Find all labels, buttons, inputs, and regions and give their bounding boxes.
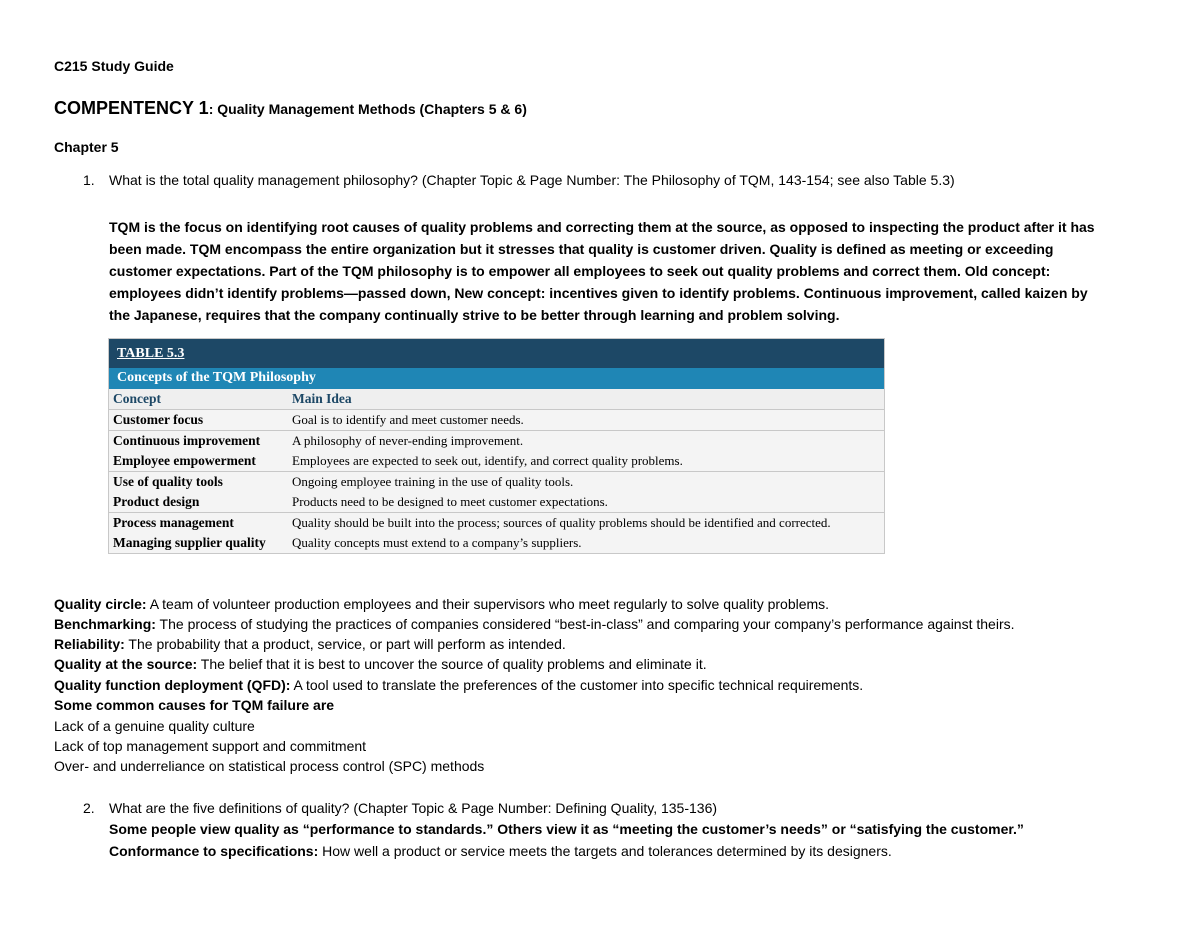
definition-text: A tool used to translate the preferences of the customer into specific technical requirements. [290, 677, 864, 693]
idea-cell: Quality concepts must extend to a company’s suppliers. [292, 535, 582, 550]
definition-term: Reliability: [54, 636, 125, 652]
definition-term: Quality circle: [54, 596, 147, 612]
table-row-group [109, 472, 884, 513]
concept-cell: Employee empowerment [113, 453, 256, 468]
concept-cell: Process management [113, 515, 234, 530]
table-row [109, 513, 884, 533]
definition-term: Quality at the source: [54, 656, 198, 672]
concept-cell: Managing supplier quality [113, 535, 266, 550]
question-1-number: 1. [83, 172, 95, 188]
definition-text: The probability that a product, service, or part will perform as intended. [124, 636, 566, 652]
definition-reliability [54, 634, 566, 654]
table-subtitle-bar [109, 368, 884, 389]
chapter-heading: Chapter 5 [54, 139, 119, 155]
idea-cell: Ongoing employee training in the use of quality tools. [292, 474, 574, 489]
definition-quality-at-source [54, 654, 707, 674]
table-row [109, 492, 884, 512]
competency-subtitle: : Quality Management Methods (Chapters 5 & 6) [208, 101, 527, 117]
table-row-group [109, 431, 884, 472]
question-2-text: What are the five definitions of quality? (Chapter Topic & Page Number: Defining Quality, 135-136) [109, 800, 718, 816]
definition-term: Benchmarking: [54, 616, 156, 632]
table-subtitle: Concepts of the TQM Philosophy [117, 370, 316, 385]
tqm-failure-cause: Lack of top management support and commitment [54, 738, 367, 754]
table-row-group [109, 410, 884, 431]
definition-text: The process of studying the practices of companies considered “best-in-class” and comparing your company’s performance against theirs. [155, 616, 1015, 632]
answer-line: TQM is the focus on identifying root causes of quality problems and correcting them at the source, as opposed to inspecting the product after it has [109, 219, 1095, 235]
competency-label: COMPENTENCY 1 [54, 98, 209, 118]
definition-term: Conformance to specifications: [109, 843, 319, 859]
table-column-headers [109, 389, 884, 410]
question-1-text: What is the total quality management philosophy? (Chapter Topic & Page Number: The Philosophy of TQM, 143-154; see also Table 5.3) [109, 172, 955, 188]
answer-line: been made. TQM encompass the entire organization but it stresses that quality is customer driven. Quality is defined as meeting or exceeding [109, 241, 1054, 257]
idea-cell: Products need to be designed to meet customer expectations. [292, 494, 608, 509]
document-title: C215 Study Guide [54, 58, 174, 74]
table-row [109, 533, 884, 553]
definition-term: Some common causes for TQM failure are [54, 697, 335, 713]
tqm-failure-heading [54, 695, 334, 715]
table-title: TABLE 5.3 [117, 346, 185, 361]
answer-line: customer expectations. Part of the TQM philosophy is to empower all employees to seek out quality problems and correct them. Old concept: [109, 263, 1051, 279]
idea-cell: Quality should be built into the process; sources of quality problems should be identified and corrected. [292, 515, 831, 530]
tqm-concepts-table [108, 338, 885, 554]
idea-cell: Goal is to identify and meet customer needs. [292, 412, 524, 427]
table-title-bar [109, 339, 884, 368]
question-2-answer-line: Some people view quality as “performance to standards.” Others view it as “meeting the customer’s needs” or “satisfying the customer.” [109, 821, 1024, 837]
question-2 [83, 800, 717, 816]
concept-cell: Use of quality tools [113, 474, 223, 489]
definition-term: Quality function deployment (QFD): [54, 677, 291, 693]
table-row [109, 410, 884, 430]
concept-cell: Continuous improvement [113, 433, 261, 448]
concept-cell: Product design [113, 494, 200, 509]
definition-qfd [54, 675, 863, 695]
idea-cell: A philosophy of never-ending improvement. [292, 433, 524, 448]
definition-text: The belief that it is best to uncover the source of quality problems and eliminate it. [197, 656, 707, 672]
definition-text: How well a product or service meets the targets and tolerances determined by its designers. [318, 843, 892, 859]
question-1-answer [109, 216, 1139, 326]
definition-benchmarking [54, 614, 1015, 634]
competency-heading [54, 98, 527, 119]
tqm-failure-cause: Over- and underreliance on statistical process control (SPC) methods [54, 758, 485, 774]
tqm-failure-cause: Lack of a genuine quality culture [54, 718, 255, 734]
table-row [109, 431, 884, 451]
column-header-main-idea: Main Idea [292, 391, 352, 406]
table-row-group [109, 513, 884, 553]
idea-cell: Employees are expected to seek out, identify, and correct quality problems. [292, 453, 683, 468]
column-header-concept: Concept [113, 391, 161, 406]
table-row [109, 472, 884, 492]
definition-quality-circle [54, 594, 829, 614]
question-1 [83, 172, 955, 188]
answer-line: the Japanese, requires that the company continually strive to be better through learning and problem solving. [109, 307, 840, 323]
concept-cell: Customer focus [113, 412, 204, 427]
question-2-definition [109, 843, 892, 859]
question-2-number: 2. [83, 800, 95, 816]
table-row [109, 451, 884, 471]
answer-line: employees didn’t identify problems—passed down, New concept: incentives given to identify problems. Continuous improvement, called kaizen by [109, 285, 1088, 301]
definition-text: A team of volunteer production employees and their supervisors who meet regularly to solve quality problems. [146, 596, 830, 612]
